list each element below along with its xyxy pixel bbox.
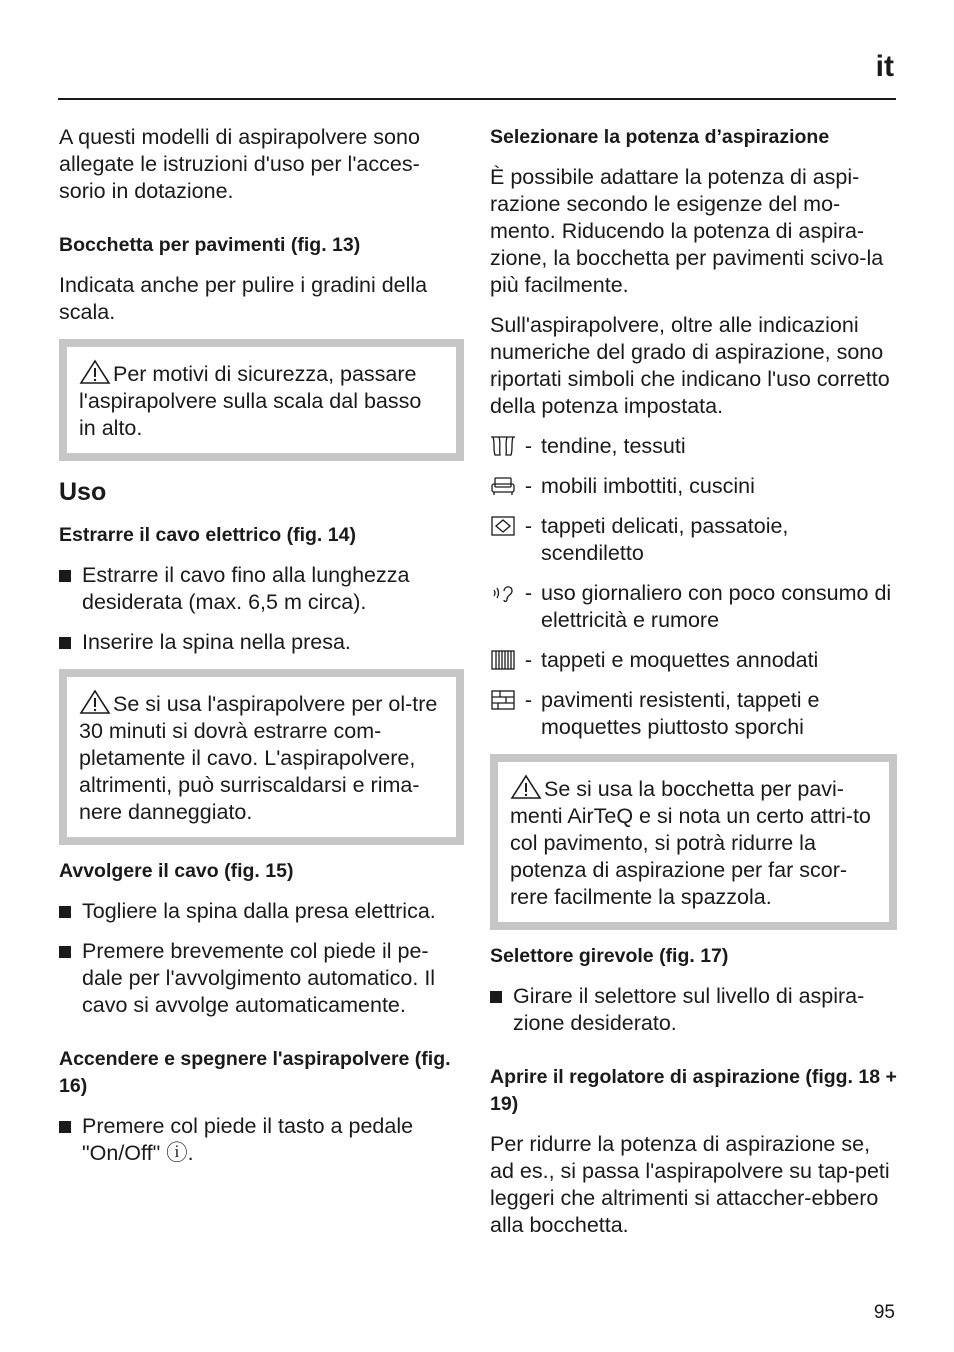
selector-heading: Selettore girevole (fig. 17) bbox=[490, 945, 729, 967]
left-column bbox=[59, 124, 464, 1180]
warning-icon bbox=[79, 689, 111, 715]
symbol-row: - tappeti delicati, passatoie, scendiletto bbox=[490, 513, 897, 567]
warning-box-cable bbox=[59, 669, 464, 845]
symbol-text: tappeti e moquettes annodati bbox=[541, 648, 819, 672]
intro-paragraph: A questi modelli di aspirapolvere sono allegate le istruzioni d'uso per l'acces-sorio in dotazione. bbox=[59, 125, 420, 203]
warning-text: Se si usa l'aspirapolvere per ol-tre 30 minuti si dovrà estrarre com-pletamente il cavo. L'aspirapolvere, altrimenti, può surriscaldarsi e rima-nere danneggiato. bbox=[79, 692, 438, 824]
language-code: it bbox=[875, 50, 894, 83]
rewind-heading: Avvolgere il cavo (fig. 15) bbox=[59, 860, 294, 882]
delicate-rug-icon bbox=[490, 515, 516, 537]
list-item bbox=[59, 629, 464, 656]
right-column bbox=[490, 124, 897, 1252]
list-item bbox=[59, 1113, 464, 1167]
symbol-row: - tappeti e moquettes annodati bbox=[490, 647, 897, 674]
list-item-text: Premere brevemente col piede il pe-dale per l'avvolgimento automatico. Il cavo si avvolge automaticamente. bbox=[82, 939, 436, 1017]
header-rule bbox=[58, 98, 896, 100]
bullet-square-icon bbox=[59, 637, 71, 649]
bullet-square-icon bbox=[59, 946, 71, 958]
symbol-row: - pavimenti resistenti, tappeti e moquettes piuttosto sporchi bbox=[490, 687, 897, 741]
list-item-text: Inserire la spina nella presa. bbox=[82, 630, 351, 654]
power-paragraph-1: È possibile adattare la potenza di aspi-razione secondo le esigenze del mo-mento. Riducendo la potenza di aspira-zione, la bocchetta per pavimenti scivo-la più facilmente. bbox=[490, 165, 884, 297]
eco-silence-icon bbox=[490, 582, 516, 604]
bullet-square-icon bbox=[59, 570, 71, 582]
list-item bbox=[59, 938, 464, 1019]
symbol-row: - mobili imbottiti, cuscini bbox=[490, 473, 897, 500]
regulator-paragraph: Per ridurre la potenza di aspirazione se, ad es., si passa l'aspirapolvere su tap-peti leggeri che altrimenti si attaccher-ebbero alla bocchetta. bbox=[490, 1132, 890, 1237]
regulator-heading: Aprire il regolatore di aspirazione (figg. 18 + 19) bbox=[490, 1066, 897, 1115]
warning-text: Se si usa la bocchetta per pavi-menti AirTeQ e si nota un certo attri-to col pavimento, si potrà ridurre la potenza di aspirazione per far scor-rere facilmente la spazzola. bbox=[510, 777, 871, 909]
page-number: 95 bbox=[873, 1302, 895, 1323]
power-heading: Selezionare la potenza d’aspirazione bbox=[490, 126, 830, 148]
list-item bbox=[490, 983, 897, 1037]
hard-floor-icon bbox=[490, 689, 516, 711]
list-item-text: Togliere la spina dalla presa elettrica. bbox=[82, 899, 436, 923]
knotted-carpet-icon bbox=[490, 649, 516, 671]
warning-text: Per motivi di sicurezza, passare l'aspirapolvere sulla scala dal basso in alto. bbox=[79, 362, 422, 440]
symbol-text: tendine, tessuti bbox=[541, 434, 686, 458]
warning-icon bbox=[79, 359, 111, 385]
symbol-text: pavimenti resistenti, tappeti e moquettes piuttosto sporchi bbox=[541, 688, 820, 739]
list-item-text: Premere col piede il tasto a pedale "On/Off" ⓘ. bbox=[82, 1114, 414, 1165]
warning-box-stairs bbox=[59, 339, 464, 461]
bullet-square-icon bbox=[59, 906, 71, 918]
onoff-heading: Accendere e spegnere l'aspirapolvere (fig. 16) bbox=[59, 1048, 451, 1097]
power-paragraph-2: Sull'aspirapolvere, oltre alle indicazioni numeriche del grado di aspirazione, sono riportati simboli che indicano l'uso corretto della potenza impostata. bbox=[490, 313, 890, 418]
symbol-row: - tendine, tessuti bbox=[490, 433, 897, 460]
uso-section-title: Uso bbox=[59, 478, 107, 506]
list-item-text: Girare il selettore sul livello di aspira-zione desiderato. bbox=[513, 984, 865, 1035]
symbol-text: tappeti delicati, passatoie, scendiletto bbox=[541, 514, 789, 565]
warning-box-airteq bbox=[490, 754, 897, 930]
bullet-square-icon bbox=[490, 991, 502, 1003]
list-item-text: Estrarre il cavo fino alla lunghezza desiderata (max. 6,5 m circa). bbox=[82, 563, 410, 614]
list-item bbox=[59, 898, 464, 925]
warning-icon bbox=[510, 774, 542, 800]
symbol-row: - uso giornaliero con poco consumo di elettricità e rumore bbox=[490, 580, 897, 634]
armchair-icon bbox=[490, 475, 516, 497]
floor-nozzle-heading: Bocchetta per pavimenti (fig. 13) bbox=[59, 234, 361, 256]
bullet-square-icon bbox=[59, 1121, 71, 1133]
list-item bbox=[59, 562, 464, 616]
cable-heading: Estrarre il cavo elettrico (fig. 14) bbox=[59, 524, 356, 546]
symbol-text: mobili imbottiti, cuscini bbox=[541, 474, 755, 498]
symbol-text: uso giornaliero con poco consumo di elettricità e rumore bbox=[541, 581, 892, 632]
curtain-icon bbox=[490, 435, 516, 457]
floor-nozzle-text: Indicata anche per pulire i gradini della scala. bbox=[59, 273, 428, 324]
